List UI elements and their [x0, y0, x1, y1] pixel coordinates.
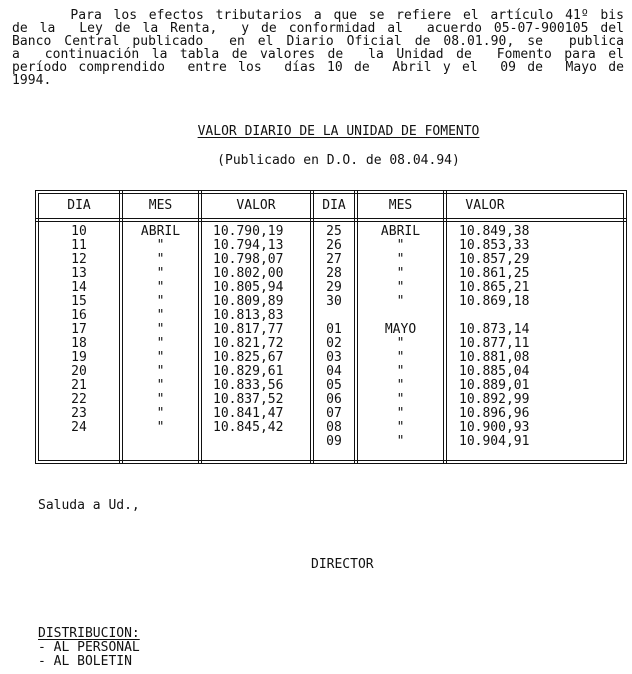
cell-valor: 10.790,19 — [213, 224, 284, 239]
cell-mes: " — [396, 294, 405, 309]
cell-dia: 28 — [326, 266, 342, 281]
cell-valor: 10.892,99 — [459, 392, 530, 407]
cell-mes: ABRIL — [380, 224, 421, 239]
cell-dia: 12 — [71, 252, 87, 267]
header-dia: DIA — [67, 198, 91, 213]
cell-mes: " — [156, 322, 165, 337]
cell-valor: 10.798,07 — [213, 252, 284, 267]
cell-valor: 10.869,18 — [459, 294, 530, 309]
cell-dia: 25 — [326, 224, 342, 239]
cell-dia: 23 — [71, 406, 87, 421]
cell-dia: 01 — [326, 322, 342, 337]
cell-mes: " — [396, 378, 405, 393]
cell-valor: 10.833,56 — [213, 378, 284, 393]
col-left-dia — [39, 225, 119, 435]
cell-valor: 10.889,01 — [459, 378, 530, 393]
cell-valor: 10.821,72 — [213, 336, 284, 351]
cell-dia: 19 — [71, 350, 87, 365]
cell-dia: 14 — [71, 280, 87, 295]
cell-mes: " — [396, 336, 405, 351]
cell-valor: 10.873,14 — [459, 322, 530, 337]
table-subtitle: (Publicado en D.O. de 08.04.94) — [217, 153, 460, 168]
intro-line: Banco Central publicado en el Diario Oficial de 08.01.90, se publica — [12, 34, 624, 49]
cell-mes: " — [396, 434, 405, 449]
cell-valor: 10.904,91 — [459, 434, 530, 449]
cell-mes: " — [156, 252, 165, 267]
header-mes: MES — [148, 198, 173, 213]
cell-mes: " — [396, 364, 405, 379]
cell-mes: " — [156, 266, 165, 281]
cell-dia: 17 — [71, 322, 87, 337]
intro-line: 1994. — [12, 73, 52, 88]
signature-director: DIRECTOR — [311, 557, 374, 572]
cell-mes — [358, 309, 443, 323]
cell-dia: 22 — [71, 392, 87, 407]
cell-valor: 10.861,25 — [459, 266, 530, 281]
cell-dia: 05 — [326, 378, 342, 393]
cell-mes: " — [396, 266, 405, 281]
cell-valor: 10.896,96 — [459, 406, 530, 421]
cell-mes: " — [156, 238, 165, 253]
closing-salutation: Saluda a Ud., — [38, 498, 140, 513]
cell-valor: 10.881,08 — [459, 350, 530, 365]
cell-valor: 10.849,38 — [459, 224, 530, 239]
col-left-mes — [123, 225, 198, 435]
col-right-valor — [459, 225, 619, 449]
col-right-mes — [358, 225, 443, 449]
cell-mes: " — [156, 392, 165, 407]
cell-mes: " — [156, 350, 165, 365]
cell-mes: " — [396, 420, 405, 435]
cell-dia: 20 — [71, 364, 87, 379]
cell-dia: 30 — [326, 294, 342, 309]
intro-line: Para los efectos tributarios a que se refiere el artículo 41º bis — [12, 8, 624, 23]
cell-mes: " — [156, 308, 165, 323]
cell-mes: ABRIL — [140, 224, 181, 239]
intro-paragraph — [12, 9, 624, 87]
cell-dia: 10 — [71, 224, 87, 239]
cell-valor: 10.825,67 — [213, 350, 284, 365]
cell-valor: 10.877,11 — [459, 336, 530, 351]
cell-mes: " — [156, 378, 165, 393]
cell-valor: 10.829,61 — [213, 364, 284, 379]
cell-mes: MAYO — [384, 322, 417, 337]
cell-mes: " — [396, 406, 405, 421]
header-dia-2: DIA — [322, 198, 346, 213]
cell-dia: 15 — [71, 294, 87, 309]
cell-mes: " — [156, 280, 165, 295]
cell-dia: 04 — [326, 364, 342, 379]
cell-valor — [459, 309, 619, 323]
cell-valor: 10.794,13 — [213, 238, 284, 253]
cell-dia: 11 — [71, 238, 87, 253]
cell-dia: 03 — [326, 350, 342, 365]
cell-dia — [314, 309, 354, 323]
intro-line: de la Ley de la Renta, y de conformidad al acuerdo 05-07-900105 del — [12, 21, 624, 36]
cell-mes: " — [396, 392, 405, 407]
cell-valor: 10.802,00 — [213, 266, 284, 281]
cell-dia: 18 — [71, 336, 87, 351]
cell-valor: 10.900,93 — [459, 420, 530, 435]
cell-mes: " — [156, 294, 165, 309]
cell-mes: " — [156, 406, 165, 421]
cell-mes: " — [396, 280, 405, 295]
cell-mes: " — [156, 420, 165, 435]
cell-valor: 10.813,83 — [213, 308, 284, 323]
cell-valor: 10.845,42 — [213, 420, 284, 435]
cell-dia: 29 — [326, 280, 342, 295]
cell-dia: 08 — [326, 420, 342, 435]
distribution-item: - AL PERSONAL — [38, 640, 140, 655]
cell-dia: 26 — [326, 238, 342, 253]
cell-dia: 09 — [326, 434, 342, 449]
distribution-heading: DISTRIBUCION: — [38, 626, 140, 641]
cell-valor: 10.809,89 — [213, 294, 284, 309]
cell-valor: 10.865,21 — [459, 280, 530, 295]
table-title: VALOR DIARIO DE LA UNIDAD DE FOMENTO — [197, 124, 480, 139]
cell-mes: " — [156, 364, 165, 379]
cell-valor: 10.837,52 — [213, 392, 284, 407]
cell-mes: " — [156, 336, 165, 351]
cell-dia: 02 — [326, 336, 342, 351]
uf-values-table — [35, 190, 627, 464]
cell-dia: 07 — [326, 406, 342, 421]
cell-dia: 06 — [326, 392, 342, 407]
cell-dia: 27 — [326, 252, 342, 267]
cell-dia: 21 — [71, 378, 87, 393]
cell-valor: 10.885,04 — [459, 364, 530, 379]
cell-dia: 24 — [71, 420, 87, 435]
distribution-list — [38, 627, 140, 669]
header-valor: VALOR — [236, 198, 276, 213]
cell-valor: 10.805,94 — [213, 280, 284, 295]
intro-line: a continuación la tabla de valores de la Unidad de Fomento para el — [12, 47, 624, 62]
cell-mes: " — [396, 238, 405, 253]
header-valor-2: VALOR — [465, 198, 505, 213]
cell-valor: 10.841,47 — [213, 406, 284, 421]
col-left-valor — [213, 225, 308, 435]
col-right-dia — [314, 225, 354, 449]
cell-dia: 16 — [71, 308, 87, 323]
cell-valor: 10.853,33 — [459, 238, 530, 253]
cell-valor: 10.817,77 — [213, 322, 284, 337]
cell-mes: " — [396, 350, 405, 365]
header-mes-2: MES — [388, 198, 413, 213]
distribution-item: - AL BOLETIN — [38, 654, 132, 669]
cell-mes: " — [396, 252, 405, 267]
cell-valor: 10.857,29 — [459, 252, 530, 267]
cell-dia: 13 — [71, 266, 87, 281]
intro-line: período comprendido entre los días 10 de Abril y el 09 de Mayo de — [12, 60, 624, 75]
